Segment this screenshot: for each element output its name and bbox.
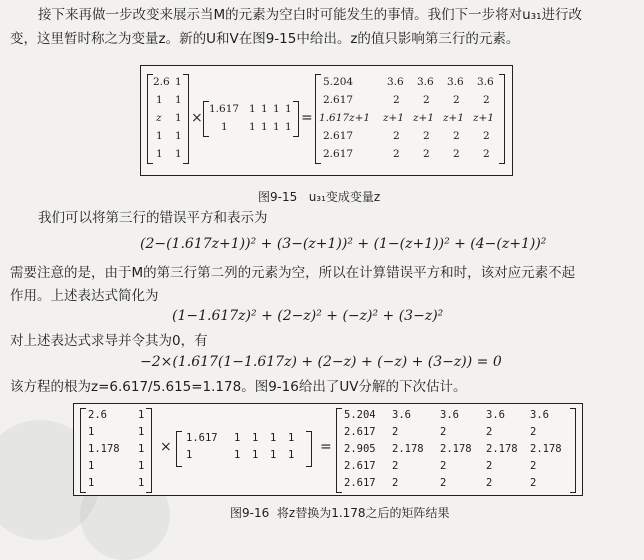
matrix-u-updated: 2.6 1 1 1 1.178 1 1 1 1 1 [80,408,152,493]
times-sign: × [160,439,172,455]
figure-9-15 [140,65,513,176]
paragraph-intro-line2: 变，这里暂时称之为变量z。新的U和V在图9-15中给出。z的值只影响第三行的元素。 [10,31,520,47]
paragraph-derivative: 对上述表达式求导并令其为0，有 [10,333,208,349]
figure-9-16 [73,403,583,496]
paragraph-root: 该方程的根为z=6.617/5.615=1.178。图9-16给出了UV分解的下次估计。 [10,379,467,395]
equation-derivative: −2×(1.617(1−1.617z) + (2−z) + (−z) + (3−z)) = 0 [140,354,502,370]
figure-9-16-caption: 图9-16 将z替换为1.178之后的矩阵结果 [230,506,450,520]
matrix-v: 1.617 1 1 1 1 1 1 1 1 1 [203,101,299,137]
matrix-v-updated: 1.617 1 1 1 1 1 1 1 1 1 [176,431,312,467]
times-sign: × [191,110,203,126]
matrix-uv-updated: 5.204 3.6 3.6 3.6 3.6 2.617 2 2 2 2 2.905 2.178 2.178 2.178 2.178 2.617 2 2 2 2 2.617 2 2 2 2 [336,408,576,493]
figure-9-15-caption: 图9-15 u₃₁变成变量z [258,190,381,204]
equals-sign: = [320,439,332,455]
paragraph-note-line1: 需要注意的是，由于M的第三行第二列的元素为空，所以在计算错误平方和时，该对应元素不起 [10,265,576,281]
paragraph-error-sum: 我们可以将第三行的错误平方和表示为 [38,210,268,226]
equation-error-sum: (2−(1.617z+1))² + (3−(z+1))² + (1−(z+1))² + (4−(z+1))² [140,236,547,252]
equals-sign: = [301,110,313,126]
matrix-uv: 5.204 3.6 3.6 3.6 3.6 2.617 2 2 2 2 1.617z+1 z+1 z+1 z+1 z+1 2.617 2 2 2 2 2.617 2 2 2 2 [315,74,505,164]
matrix-u: 2.6 1 1 1 z 1 1 1 1 1 [147,74,189,164]
equation-simplified: (1−1.617z)² + (2−z)² + (−z)² + (3−z)² [172,308,444,324]
paragraph-intro-line1: 接下来再做一步改变来展示当M的元素为空白时可能发生的事情。我们下一步将对u₃₁进行改 [38,7,583,23]
paragraph-note-line2: 作用。上述表达式简化为 [10,288,159,304]
